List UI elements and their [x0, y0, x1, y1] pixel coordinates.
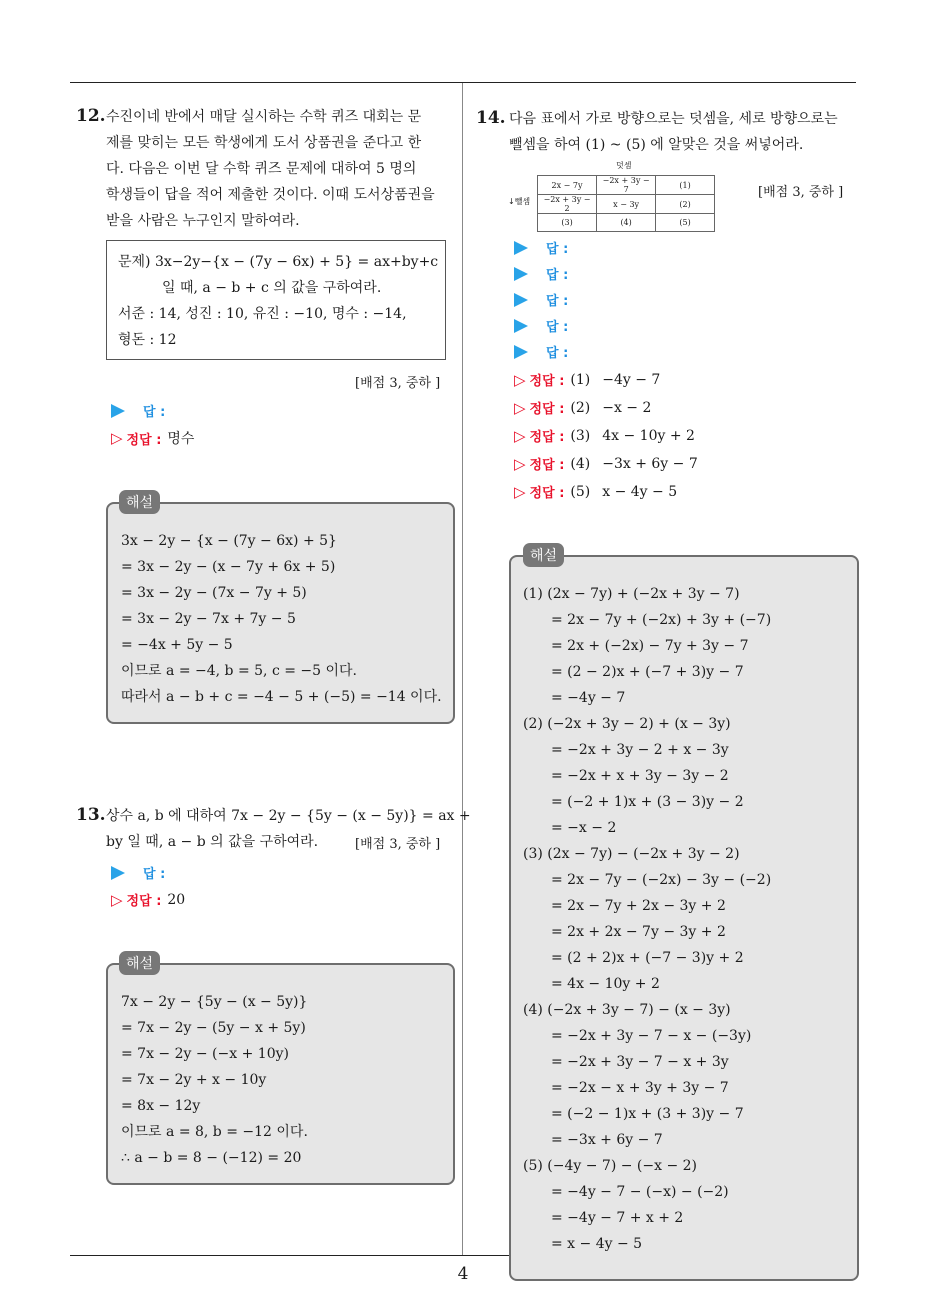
q12-answer-row[interactable]	[111, 401, 165, 420]
solution-line: = 2x + 2x − 7y − 3y + 2	[551, 924, 726, 940]
answer-triangle-icon	[111, 404, 125, 418]
table-cell: 2x − 7y	[538, 176, 597, 195]
solution-line: = 2x − 7y + (−2x) + 3y + (−7)	[551, 612, 772, 628]
q12-text	[106, 104, 435, 234]
answer-label: 답 :	[546, 320, 569, 335]
correct-triangle-icon: ▷	[514, 398, 526, 417]
table-cell: −2x + 3y − 7	[597, 176, 656, 195]
answer-label: 답 :	[143, 405, 166, 420]
q13-solution-tag: 해설	[119, 951, 160, 975]
q13-score: [배점 3, 중하 ]	[355, 837, 441, 852]
q14-text	[509, 106, 838, 158]
q12-line: 수진이네 반에서 매달 실시하는 수학 퀴즈 대회는 문	[106, 109, 422, 125]
solution-line: = 3x − 2y − 7x + 7y − 5	[121, 611, 296, 627]
q12-line: 다. 다음은 이번 달 수학 퀴즈 문제에 대하여 5 명의	[106, 161, 417, 177]
q13-line: by 일 때, a − b 의 값을 구하여라.	[106, 834, 319, 850]
table-cell: −2x + 3y − 2	[538, 195, 597, 214]
correct-label: 정답 :	[126, 432, 162, 448]
q13-correct-row	[111, 890, 185, 909]
solution-line: = (2 + 2)x + (−7 − 3)y + 2	[551, 950, 744, 966]
q13-solution-box	[106, 963, 455, 1185]
correct-label: 정답 :	[529, 430, 565, 445]
solution-line: = 7x − 2y − (−x + 10y)	[121, 1046, 289, 1062]
answer-label: 답 :	[546, 346, 569, 361]
q12-solution-box	[106, 502, 455, 724]
q14-line: 뺄셈을 하여 (1) ~ (5) 에 알맞은 것을 써넣어라.	[509, 137, 804, 153]
solution-line: = 7x − 2y − (5y − x + 5y)	[121, 1020, 306, 1036]
correct-number: (1)	[570, 371, 591, 388]
solution-line: 따라서 a − b + c = −4 − 5 + (−5) = −14 이다.	[121, 689, 442, 705]
q12-box-line: 형돈 : 12	[118, 332, 177, 348]
solution-line: (3) (2x − 7y) − (−2x + 3y − 2)	[523, 846, 740, 862]
q14-answer-row[interactable]	[514, 316, 568, 335]
q12-box-line: 서준 : 14, 성진 : 10, 유진 : −10, 명수 : −14,	[118, 306, 407, 322]
table-cell: (2)	[656, 195, 715, 214]
correct-label: 정답 :	[529, 374, 565, 389]
q12-problem-box	[106, 240, 446, 360]
solution-line: = −2x + 3y − 2 + x − 3y	[551, 742, 729, 758]
solution-line: = 3x − 2y − (7x − 7y + 5)	[121, 585, 307, 601]
table-cell: (1)	[656, 176, 715, 195]
correct-label: 정답 :	[529, 458, 565, 473]
correct-triangle-icon: ▷	[111, 429, 123, 447]
correct-value: x − 4y − 5	[602, 483, 678, 500]
q14-line: 다음 표에서 가로 방향으로는 덧셈을, 세로 방향으로는	[509, 111, 838, 127]
correct-value: 4x − 10y + 2	[602, 427, 695, 444]
correct-triangle-icon: ▷	[514, 370, 526, 389]
answer-triangle-icon	[514, 319, 528, 333]
q12-box-line: 문제) 3x−2y−{x − (7y − 6x) + 5} = ax+by+c	[118, 254, 439, 270]
solution-line: = 3x − 2y − (x − 7y + 6x + 5)	[121, 559, 336, 575]
correct-triangle-icon: ▷	[514, 454, 526, 473]
solution-line: (2) (−2x + 3y − 2) + (x − 3y)	[523, 716, 731, 732]
correct-label: 정답 :	[126, 894, 162, 909]
solution-line: = −2x + x + 3y − 3y − 2	[551, 768, 729, 784]
solution-line: (4) (−2x + 3y − 7) − (x − 3y)	[523, 1002, 731, 1018]
solution-line: = 8x − 12y	[121, 1098, 201, 1114]
answer-label: 답 :	[546, 242, 569, 257]
q14-answer-row[interactable]	[514, 238, 568, 257]
q13-number: 13.	[76, 805, 106, 825]
q14-solution-box	[509, 555, 859, 1281]
answer-triangle-icon	[514, 293, 528, 307]
solution-line: = 2x − 7y − (−2x) − 3y − (−2)	[551, 872, 772, 888]
q14-correct-row	[514, 482, 677, 501]
answer-label: 답 :	[546, 268, 569, 283]
q14-solution-tag: 해설	[523, 543, 564, 567]
table-top-label: 덧셈	[616, 161, 632, 170]
answer-triangle-icon	[514, 345, 528, 359]
q12-correct-row	[111, 428, 194, 448]
solution-line: 7x − 2y − {5y − (x − 5y)}	[121, 994, 308, 1010]
solution-line: 이므로 a = 8, b = −12 이다.	[121, 1124, 308, 1140]
correct-number: (4)	[570, 455, 591, 472]
solution-line: = −2x − x + 3y + 3y − 7	[551, 1080, 729, 1096]
q14-answer-row[interactable]	[514, 290, 568, 309]
solution-line: ∴ a − b = 8 − (−12) = 20	[121, 1150, 302, 1166]
q14-correct-row	[514, 454, 698, 473]
answer-triangle-icon	[514, 241, 528, 255]
q12-line: 학생들이 답을 적어 제출한 것이다. 이때 도서상품권을	[106, 187, 435, 203]
correct-label: 정답 :	[529, 486, 565, 501]
solution-line: = −4y − 7 + x + 2	[551, 1210, 684, 1226]
q14-correct-row	[514, 398, 651, 417]
solution-line: = (−2 − 1)x + (3 + 3)y − 7	[551, 1106, 744, 1122]
solution-line: = 2x − 7y + 2x − 3y + 2	[551, 898, 726, 914]
q14-correct-row	[514, 426, 695, 445]
solution-line: = 4x − 10y + 2	[551, 976, 660, 992]
q14-correct-row	[514, 370, 660, 389]
solution-line: = −2x + 3y − 7 − x − (−3y)	[551, 1028, 752, 1044]
solution-line: = (−2 + 1)x + (3 − 3)y − 2	[551, 794, 744, 810]
q12-number: 12.	[76, 106, 106, 126]
solution-line: = −2x + 3y − 7 − x + 3y	[551, 1054, 729, 1070]
page-number: 4	[457, 1264, 469, 1284]
solution-line: 이므로 a = −4, b = 5, c = −5 이다.	[121, 663, 357, 679]
answer-label: 답 :	[143, 867, 166, 882]
answer-label: 답 :	[546, 294, 569, 309]
q12-line: 받을 사람은 누구인지 말하여라.	[106, 213, 300, 229]
solution-line: (5) (−4y − 7) − (−x − 2)	[523, 1158, 698, 1174]
solution-line: 3x − 2y − {x − (7y − 6x) + 5}	[121, 533, 337, 549]
table-cell: (4)	[597, 214, 656, 232]
q12-score: [배점 3, 중하 ]	[355, 376, 441, 391]
q12-line: 제를 맞히는 모든 학생에게 도서 상품권을 준다고 한	[106, 135, 422, 151]
correct-value: −x − 2	[602, 399, 652, 416]
solution-line: = −4y − 7 − (−x) − (−2)	[551, 1184, 729, 1200]
solution-line: (1) (2x − 7y) + (−2x + 3y − 7)	[523, 586, 740, 602]
q14-number: 14.	[476, 108, 506, 128]
solution-line: = (2 − 2)x + (−7 + 3)y − 7	[551, 664, 744, 680]
q12-solution-tag: 해설	[119, 490, 160, 514]
q13-answer-row[interactable]	[111, 863, 165, 882]
correct-triangle-icon: ▷	[514, 426, 526, 445]
solution-line: = x − 4y − 5	[551, 1236, 643, 1252]
correct-number: (5)	[570, 483, 591, 500]
q14-answer-row[interactable]	[514, 264, 568, 283]
correct-number: (2)	[570, 399, 591, 416]
correct-number: (3)	[570, 427, 591, 444]
top-rule	[70, 82, 856, 83]
table-cell: (3)	[538, 214, 597, 232]
q14-score: [배점 3, 중하 ]	[758, 185, 844, 200]
solution-line: = −3x + 6y − 7	[551, 1132, 663, 1148]
correct-value: −3x + 6y − 7	[602, 455, 698, 472]
solution-line: = −4y − 7	[551, 690, 626, 706]
answer-triangle-icon	[514, 267, 528, 281]
solution-line: = 2x + (−2x) − 7y + 3y − 7	[551, 638, 749, 654]
correct-label: 정답 :	[529, 402, 565, 417]
solution-line: = −4x + 5y − 5	[121, 637, 233, 653]
q12-box-line: 일 때, a − b + c 의 값을 구하여라.	[162, 280, 382, 296]
correct-value: 명수	[167, 431, 195, 447]
q13-line: 상수 a, b 에 대하여 7x − 2y − {5y − (x − 5y)} = ax +	[106, 808, 471, 824]
table-cell: (5)	[656, 214, 715, 232]
q14-answer-row[interactable]	[514, 342, 568, 361]
table-cell: x − 3y	[597, 195, 656, 214]
solution-line: = 7x − 2y + x − 10y	[121, 1072, 267, 1088]
correct-triangle-icon: ▷	[111, 890, 123, 909]
correct-value: 20	[167, 891, 186, 908]
correct-triangle-icon: ▷	[514, 482, 526, 501]
table-left-label: ↓뺄셈	[508, 197, 531, 206]
answer-triangle-icon	[111, 866, 125, 880]
correct-value: −4y − 7	[602, 371, 661, 388]
column-divider	[462, 83, 463, 1255]
q14-operation-table	[537, 175, 715, 232]
solution-line: = −x − 2	[551, 820, 617, 836]
